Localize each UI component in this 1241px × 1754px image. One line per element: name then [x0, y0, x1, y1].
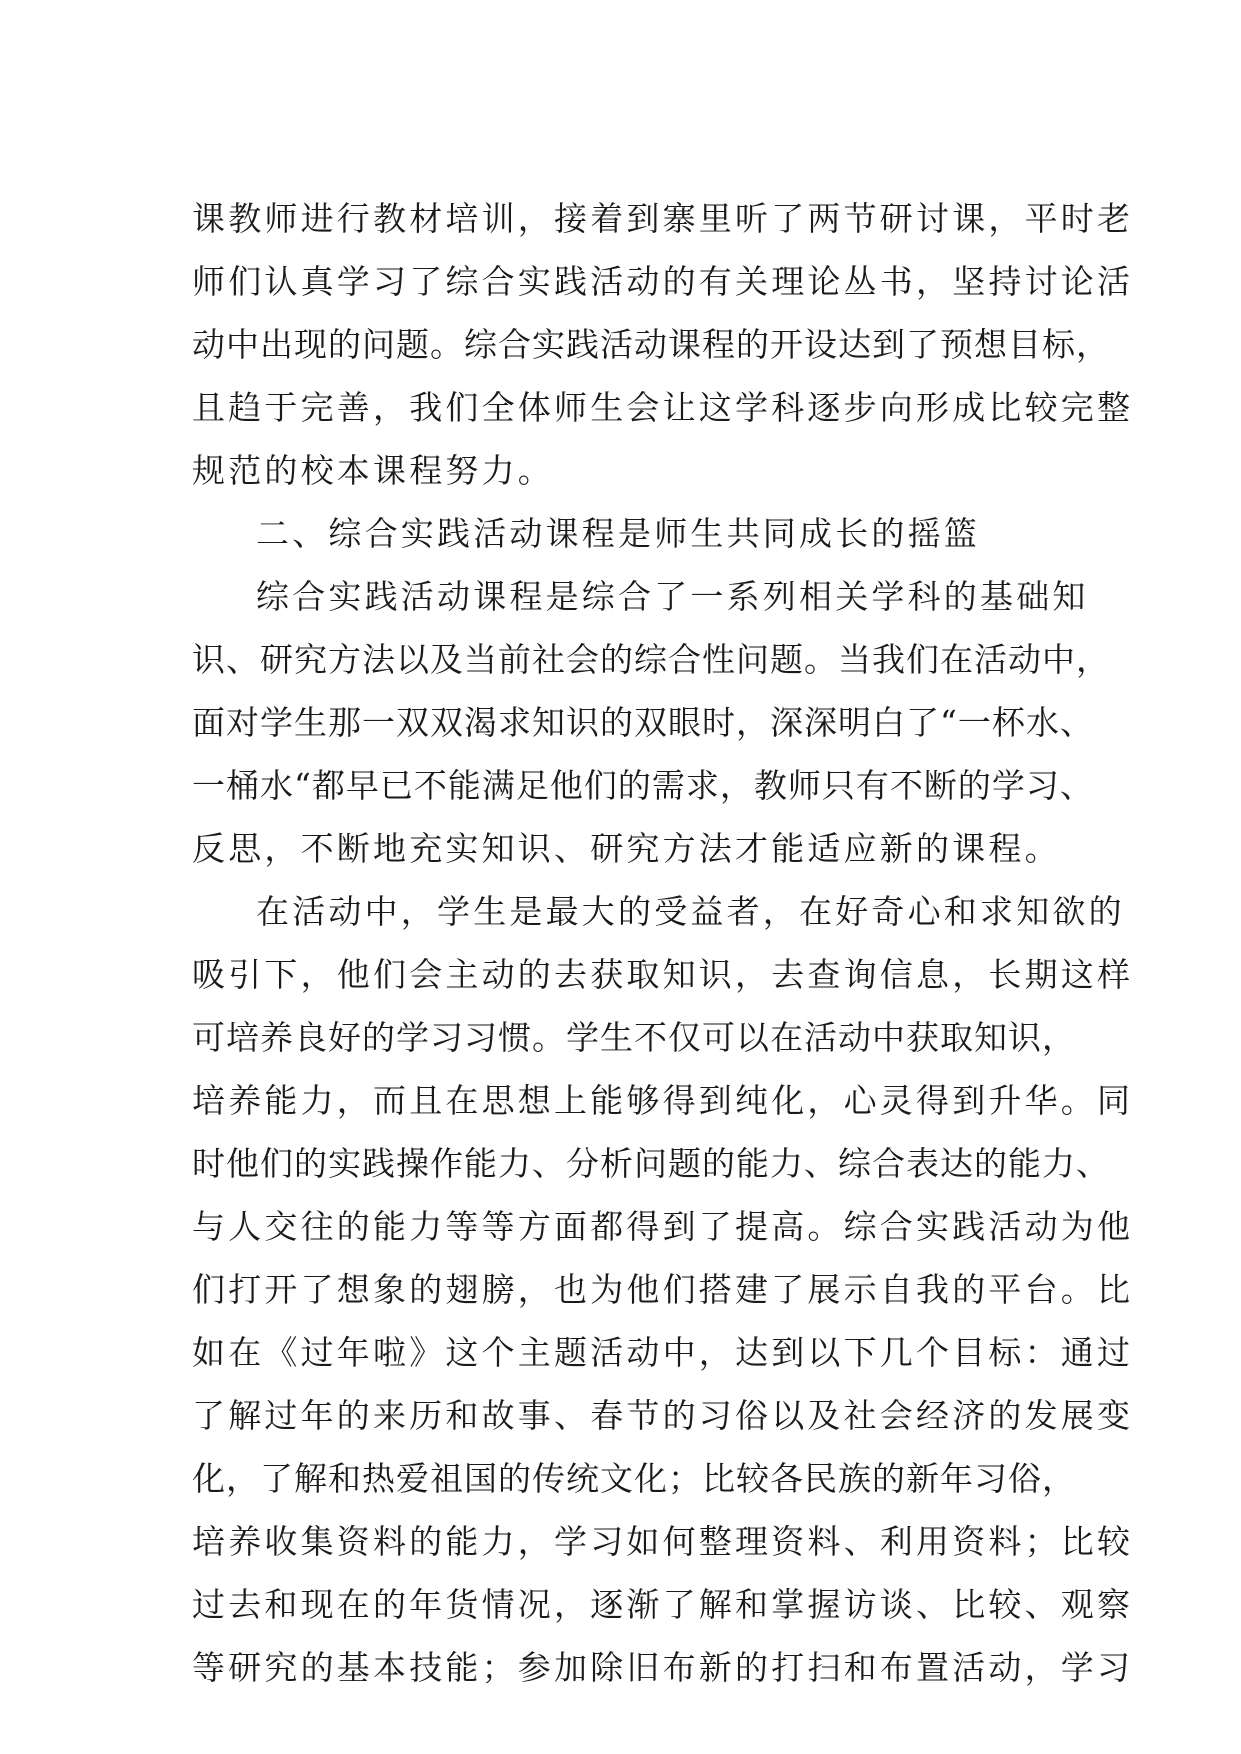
text-line: 规范的校本课程努力。	[192, 451, 554, 490]
paragraph-start: 综合实践活动课程是综合了一系列相关学科的基础知	[256, 577, 1089, 616]
text-line: 培养能力，而且在思想上能够得到纯化，心灵得到升华。同	[192, 1081, 1134, 1120]
text-line: 化，了解和热爱祖国的传统文化；比较各民族的新年习俗，	[192, 1459, 1076, 1498]
text-line: 如在《过年啦》这个主题活动中，达到以下几个目标：通过	[192, 1333, 1134, 1372]
text-line: 过去和现在的年货情况，逐渐了解和掌握访谈、比较、观察	[192, 1585, 1134, 1624]
text-line: 识、研究方法以及当前社会的综合性问题。当我们在活动中，	[192, 640, 1110, 679]
paragraph-start: 在活动中，学生是最大的受益者，在好奇心和求知欲的	[256, 892, 1125, 931]
text-line: 吸引下，他们会主动的去获取知识，去查询信息，长期这样	[192, 955, 1134, 994]
text-line: 可培养良好的学习习惯。学生不仅可以在活动中获取知识，	[192, 1018, 1076, 1057]
text-line: 与人交往的能力等等方面都得到了提高。综合实践活动为他	[192, 1207, 1134, 1246]
text-line: 且趋于完善，我们全体师生会让这学科逐步向形成比较完整	[192, 388, 1134, 427]
text-line: 时他们的实践操作能力、分析问题的能力、综合表达的能力、	[192, 1144, 1110, 1183]
text-line: 动中出现的问题。综合实践活动课程的开设达到了预想目标，	[192, 325, 1110, 364]
text-line: 了解过年的来历和故事、春节的习俗以及社会经济的发展变	[192, 1396, 1134, 1435]
text-line: 培养收集资料的能力，学习如何整理资料、利用资料；比较	[192, 1522, 1134, 1561]
text-line: 们打开了想象的翅膀，也为他们搭建了展示自我的平台。比	[192, 1270, 1134, 1309]
text-line: 课教师进行教材培训，接着到寨里听了两节研讨课，平时老	[192, 199, 1134, 238]
section-heading: 二、综合实践活动课程是师生共同成长的摇篮	[256, 514, 980, 553]
text-line: 等研究的基本技能；参加除旧布新的打扫和布置活动，学习	[192, 1648, 1134, 1687]
text-line: 反思，不断地充实知识、研究方法才能适应新的课程。	[192, 829, 1061, 868]
text-line: 师们认真学习了综合实践活动的有关理论丛书，坚持讨论活	[192, 262, 1134, 301]
text-line: 一桶水“都早已不能满足他们的需求，教师只有不断的学习、	[192, 766, 1094, 805]
text-line: 面对学生那一双双渴求知识的双眼时，深深明白了“一杯水、	[192, 703, 1094, 742]
